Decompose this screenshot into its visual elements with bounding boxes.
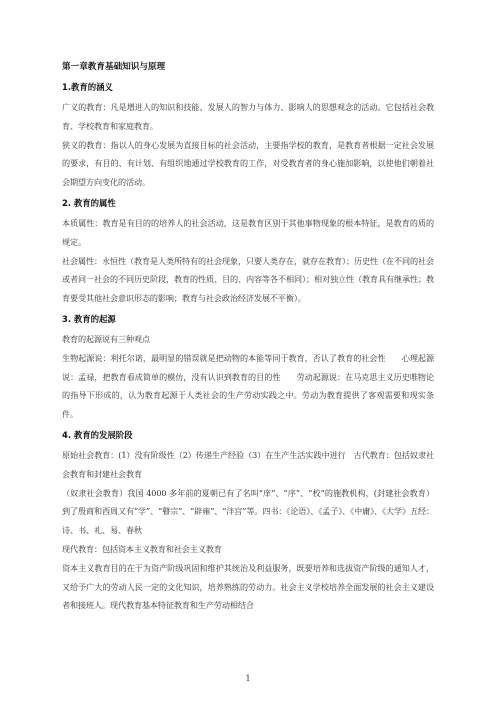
section-heading: 1.教育的涵义 xyxy=(62,82,113,92)
paragraph: 现代教育：包括资本主义教育和社会主义教育 xyxy=(62,543,222,554)
chapter-title: 第一章教育基础知识与原理 xyxy=(62,62,166,72)
paragraph: 教育的起源说有三种观点 xyxy=(62,333,150,344)
page-number: 1 xyxy=(245,674,251,683)
paragraph: 资本主义教育目的在于为资产阶级巩固和维护其统治及利益服务，既要培养和选拔资产阶级的通知人才，又给予广大的劳动人民一定的文化知识，培养熟练的劳动力。社会主义学校培养全面发展的社会主义建设者和接班人。现代教育基本特征教育和生产劳动相结合 xyxy=(62,562,434,611)
paragraph: 生物起源说：利托尔诺，最明显的错误就是把动物的本能等同于教育，否认了教育的社会性 心理起源说：孟禄，把教育看成简单的模仿，没有认识到教育的目的性 劳动起源说：在马克思主义历史唯物论的指导下形成的，认为教育起源于人类社会的生产劳动实践之中。劳动为教育提供了客观需要和现实条件。 xyxy=(62,352,434,420)
paragraph: 狭义的教育：指以人的身心发展为直接目标的社会活动，主要指学校的教育，是教育者根据一定社会发展的要求，有目的、有计划、有组织地通过学校教育的工作，对受教育者的身心施加影响，以使他们朝着社会期望方向变化的活动。 xyxy=(62,139,434,188)
paragraph: 广义的教育：凡是增进人的知识和技能、发展人的智力与体力、影响人的思想观念的活动。它包括社会教育、学校教育和家庭教育。 xyxy=(62,102,434,131)
section-4 xyxy=(62,428,434,615)
paragraph: 原始社会教育：(1）没有阶级性（2）传递生产经验（3）在生产生活实践中进行 古代教育：包括奴隶社会教育和封建社会教育 xyxy=(62,449,434,479)
paragraph: （奴隶社会教育）我国 4000 多年前的夏朝已有了名叫“庠”、“序”、“校”的施教机构，(封建社会教育）到了殷商和西周又有“学”、“瞽宗”、“辟雍”、“泮宫”等。四书：《论语》、《孟子》、《中庸》、《大学》五经：诗、书、礼、易、春秋 xyxy=(62,487,434,536)
paragraph: 本质属性：教育是有目的的培养人的社会活动，这是教育区别于其他事物现象的根本特征，是教育的质的规定。 xyxy=(62,217,434,247)
section-3 xyxy=(62,312,434,424)
paragraph: 社会属性：永恒性（教育是人类所特有的社会现象，只要人类存在，就存在教育）；历史性（在不同的社会或者同一社会的不同历史阶段，教育的性质、目的、内容等各不相同）；相对独立性（教育具有继承性；教育要受其他社会意识形态的影响；教育与社会政治经济发展不平衡）。 xyxy=(62,255,434,304)
page-content xyxy=(62,60,434,615)
section-2 xyxy=(62,196,434,308)
section-heading: 3. 教育的起源 xyxy=(62,313,116,324)
section-1 xyxy=(62,80,434,192)
section-heading: 4. 教育的发展阶段 xyxy=(62,429,133,440)
section-heading: 2. 教育的属性 xyxy=(62,197,116,208)
